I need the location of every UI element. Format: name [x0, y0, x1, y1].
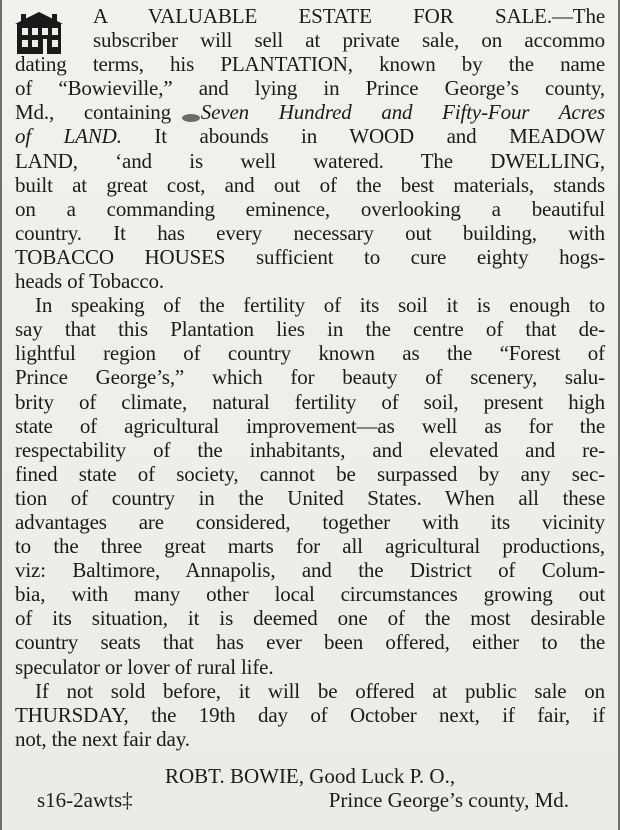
text-line: viz: Baltimore, Annapolis, and the District of Colum- [15, 558, 605, 583]
signature-row [15, 788, 605, 812]
text-line: lightful region of country known as the “Forest of [15, 341, 605, 366]
text-line: brity of climate, natural fertility of soil, present high [15, 389, 605, 414]
text-line: country seats that has ever been offered, either to the [15, 630, 605, 655]
acreage-text: Seven Hundred and Fifty-Four Acres [200, 100, 606, 125]
text-line: country. It has every necessary out building, with [15, 220, 605, 245]
land-text: of LAND. [15, 124, 122, 149]
text-line: say that this Plantation lies in the centre of that de- [15, 317, 605, 342]
text-line: speculator or lover of rural life. [15, 654, 274, 679]
text-line: tion of country in the United States. When all these [15, 485, 605, 510]
signature-place: Prince George’s county, Md. [328, 788, 569, 813]
text-line [15, 100, 605, 124]
heading-line: A VALUABLE ESTATE FOR SALE.—The [93, 4, 605, 28]
text-line: LAND, ‘and is well watered. The DWELLING, [15, 148, 605, 173]
text-line: bia, with many other local circumstances growing out [15, 582, 605, 607]
text-line: dating terms, his PLANTATION, known by the name [15, 52, 605, 77]
text-line: on a commanding eminence, overlooking a beautiful [15, 196, 605, 221]
text-line: respectability of the inhabitants, and elevated and re- [15, 437, 605, 462]
text-span: It abounds in WOOD and MEADOW [154, 124, 605, 149]
text-line: heads of Tobacco. [15, 269, 164, 294]
text-line: If not sold before, it will be offered at public sale on [35, 678, 605, 703]
ink-smudge [182, 114, 200, 122]
text-line: fined state of society, cannot be surpassed by any sec- [15, 461, 605, 486]
text-line: of “Bowieville,” and lying in Prince George’s county, [15, 76, 605, 101]
text-line: to the three great marts for all agricultural productions, [15, 534, 605, 559]
text-line: THURSDAY, the 19th day of October next, if fair, if [15, 702, 605, 727]
text-line: subscriber will sell at private sale, on accommo [93, 28, 605, 53]
text-line: Prince George’s,” which for beauty of scenery, salu- [15, 365, 605, 390]
text-line: TOBACCO HOUSES sufficient to cure eighty hogs- [15, 244, 605, 269]
left-column-rule [0, 0, 2, 830]
text-line: built at great cost, and out of the best materials, stands [15, 172, 605, 197]
text-line: not, the next fair day. [15, 726, 190, 751]
text-line: of its situation, it is deemed one of the most desirable [15, 606, 605, 631]
text-line: advantages are considered, together with its vicinity [15, 509, 605, 534]
signature-name: ROBT. BOWIE, Good Luck P. O., [165, 764, 456, 788]
text-span: Md., containing [15, 100, 171, 125]
signature-block [15, 764, 605, 813]
text-line: In speaking of the fertility of its soil it is enough to [35, 293, 605, 318]
insertion-code: s16-2awts‡ [37, 788, 133, 813]
estate-advertisement [15, 4, 605, 751]
text-line [15, 124, 605, 148]
text-line: state of agricultural improvement—as well as for the [15, 413, 605, 438]
